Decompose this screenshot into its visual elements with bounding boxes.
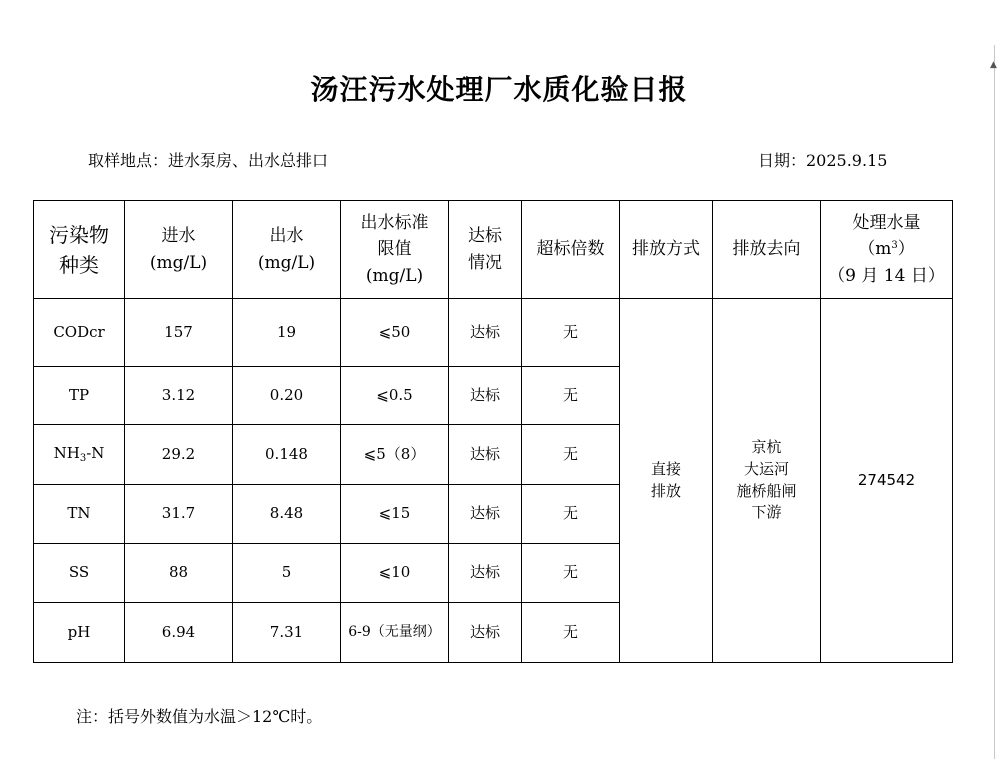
- header-pollutant: 污染物 种类: [34, 201, 125, 299]
- scroll-up-icon[interactable]: ▲: [990, 60, 997, 70]
- header-row: [34, 201, 953, 299]
- compliance-status: 达标: [449, 299, 522, 367]
- influent-value: 3.12: [125, 367, 233, 425]
- water-quality-table: [33, 200, 953, 663]
- pollutant-name: CODcr: [34, 299, 125, 367]
- report-date: 日期：2025.9.15: [758, 151, 888, 170]
- exceed-value: 无: [522, 603, 620, 663]
- pollutant-name: $NH_3-N$: [34, 425, 125, 485]
- influent-value: 157: [125, 299, 233, 367]
- header-influent: 进水 (mg/L): [125, 201, 233, 299]
- header-volume: 处理水量 $(m^3)$ （9 月 14 日）: [821, 201, 953, 299]
- header-limit: 出水标准 限值 (mg/L): [341, 201, 449, 299]
- discharge-destination: 京杭 大运河 施桥船闸 下游: [713, 299, 821, 663]
- footnote: 注：括号外数值为水温＞12℃时。: [76, 707, 323, 726]
- compliance-status: 达标: [449, 603, 522, 663]
- effluent-value: 19: [233, 299, 341, 367]
- exceed-value: 无: [522, 544, 620, 603]
- compliance-status: 达标: [449, 485, 522, 544]
- compliance-status: 达标: [449, 544, 522, 603]
- table-row: [34, 299, 953, 367]
- report-title: 汤汪污水处理厂水质化验日报: [310, 73, 688, 106]
- discharge-method: 直接 排放: [620, 299, 713, 663]
- limit-value: ⩽10: [341, 544, 449, 603]
- effluent-value: 8.48: [233, 485, 341, 544]
- compliance-status: 达标: [449, 367, 522, 425]
- header-discharge-method: 排放方式: [620, 201, 713, 299]
- limit-value: 6-9（无量纲）: [341, 603, 449, 663]
- exceed-value: 无: [522, 485, 620, 544]
- header-effluent: 出水 (mg/L): [233, 201, 341, 299]
- header-exceed: 超标倍数: [522, 201, 620, 299]
- limit-value: ⩽0.5: [341, 367, 449, 425]
- exceed-value: 无: [522, 425, 620, 485]
- influent-value: 88: [125, 544, 233, 603]
- pollutant-name: TP: [34, 367, 125, 425]
- treated-volume: 274542: [821, 299, 953, 663]
- exceed-value: 无: [522, 299, 620, 367]
- pollutant-name: SS: [34, 544, 125, 603]
- effluent-value: 0.148: [233, 425, 341, 485]
- influent-value: 6.94: [125, 603, 233, 663]
- effluent-value: 5: [233, 544, 341, 603]
- compliance-status: 达标: [449, 425, 522, 485]
- header-discharge-dest: 排放去向: [713, 201, 821, 299]
- influent-value: 31.7: [125, 485, 233, 544]
- page-edge-divider: [994, 45, 995, 759]
- header-compliance: 达标 情况: [449, 201, 522, 299]
- pollutant-name: TN: [34, 485, 125, 544]
- limit-value: ⩽50: [341, 299, 449, 367]
- influent-value: 29.2: [125, 425, 233, 485]
- limit-value: ⩽5（8）: [341, 425, 449, 485]
- effluent-value: 0.20: [233, 367, 341, 425]
- pollutant-name: pH: [34, 603, 125, 663]
- limit-value: ⩽15: [341, 485, 449, 544]
- sampling-location: 取样地点：进水泵房、出水总排口: [88, 151, 329, 170]
- effluent-value: 7.31: [233, 603, 341, 663]
- exceed-value: 无: [522, 367, 620, 425]
